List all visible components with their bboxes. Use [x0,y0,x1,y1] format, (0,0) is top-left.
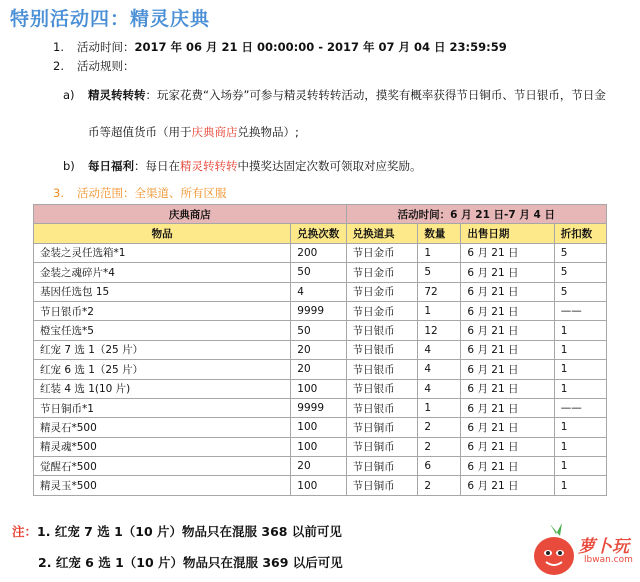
table-row [34,301,607,320]
table-cell: 6 月 21 日 [461,437,554,456]
table-row [34,360,607,379]
table-cell: 12 [418,321,461,340]
table-cell: 6 月 21 日 [461,340,554,359]
table-cell: 6 月 21 日 [461,418,554,437]
table-cell: 6 月 21 日 [461,379,554,398]
table-cell: 1 [554,321,606,340]
rule-a-line1: a) 精灵转转转：玩家花费“入场券”可参与精灵转转转活动，摸奖有概率获得节日铜币、节日银币，节日金 [63,88,606,102]
table-cell: 节日金币 [346,282,418,301]
table-cell: 100 [291,437,346,456]
table-cell: —— [554,398,606,417]
table-cell: 4 [418,379,461,398]
table-cell: 20 [291,340,346,359]
table-cell: 4 [291,282,346,301]
table-cell: 精灵石*500 [34,418,291,437]
table-cell: 节日铜币 [346,476,418,495]
table-cell: 5 [418,263,461,282]
period-cell: 活动时间：6 月 21 日-7 月 4 日 [346,205,606,224]
table-cell: 1 [554,476,606,495]
table-cell: 红宠 7 选 1（25 片） [34,340,291,359]
table-row [34,398,607,417]
table-cell: 1 [554,379,606,398]
table-cell: 节日铜币 [346,457,418,476]
table-cell: 1 [554,340,606,359]
table-cell: 6 月 21 日 [461,282,554,301]
table-cell: 6 月 21 日 [461,263,554,282]
table-cell: 4 [418,340,461,359]
col-header: 兑换道具 [346,224,418,243]
table-row [34,243,607,262]
table-cell: 6 月 21 日 [461,457,554,476]
page-title: 特别活动四：精灵庆典 [10,8,211,30]
item-activity-time: 1. 活动时间：2017 年 06 月 21 日 00:00:00 - 2017 年 07 月 04 日 23:59:59 [53,40,507,54]
table-cell: 20 [291,360,346,379]
table-cell: 5 [554,263,606,282]
table-cell: 节日银币 [346,379,418,398]
item-activity-rules: 2. 活动规则： [53,59,135,73]
col-header: 兑换次数 [291,224,346,243]
table-cell: 红装 4 选 1(10 片) [34,379,291,398]
table-row [34,263,607,282]
col-header: 数量 [418,224,461,243]
shop-name-cell: 庆典商店 [34,205,347,224]
table-column-headers [34,224,607,243]
table-cell: 200 [291,243,346,262]
table-cell: 50 [291,263,346,282]
table-row [34,282,607,301]
table-cell: 6 月 21 日 [461,301,554,320]
table-cell: 100 [291,476,346,495]
rule-a-line2: 币等超值货币（用于庆典商店兑换物品）; [88,125,299,139]
table-cell: 节日铜币*1 [34,398,291,417]
table-cell: 橙宝任选*5 [34,321,291,340]
table-cell: 1 [418,301,461,320]
logo-name: 萝卜玩 [578,537,629,557]
table-row [34,418,607,437]
table-cell: 6 月 21 日 [461,321,554,340]
table-cell: 9999 [291,301,346,320]
col-header: 出售日期 [461,224,554,243]
table-row [34,457,607,476]
table-cell: 精灵魂*500 [34,437,291,456]
table-cell: 金装之灵任选箱*1 [34,243,291,262]
table-cell: 50 [291,321,346,340]
table-cell: 节日银币 [346,340,418,359]
table-cell: 节日金币 [346,301,418,320]
table-cell: 5 [554,243,606,262]
note-1: 注：1. 红宠 7 选 1（10 片）物品只在混服 368 以前可见 [12,524,342,539]
table-cell: 节日金币 [346,243,418,262]
table-cell: 基因任选包 15 [34,282,291,301]
table-cell: 1 [554,457,606,476]
item-activity-scope: 3. 活动范围：全渠道、所有区服 [53,186,227,200]
table-row [34,476,607,495]
table-cell: —— [554,301,606,320]
table-cell: 6 月 21 日 [461,476,554,495]
table-cell: 72 [418,282,461,301]
table-header-top [34,205,607,224]
logo-domain: lbwan.com [584,555,633,565]
table-cell: 6 月 21 日 [461,243,554,262]
table-cell: 5 [554,282,606,301]
table-cell: 节日铜币 [346,418,418,437]
table-cell: 红宠 6 选 1（25 片） [34,360,291,379]
table-cell: 1 [554,360,606,379]
table-cell: 金装之魂碎片*4 [34,263,291,282]
table-row [34,321,607,340]
table-cell: 节日银币*2 [34,301,291,320]
shop-table [33,204,607,496]
table-cell: 1 [554,418,606,437]
table-cell: 9999 [291,398,346,417]
table-row [34,340,607,359]
table-cell: 4 [418,360,461,379]
table-cell: 6 [418,457,461,476]
table-cell: 精灵玉*500 [34,476,291,495]
table-cell: 2 [418,418,461,437]
col-header: 折扣数 [554,224,606,243]
table-cell: 2 [418,437,461,456]
col-header: 物品 [34,224,291,243]
table-cell: 6 月 21 日 [461,398,554,417]
table-cell: 节日银币 [346,321,418,340]
table-cell: 100 [291,379,346,398]
table-cell: 节日铜币 [346,437,418,456]
table-row [34,437,607,456]
table-cell: 1 [418,398,461,417]
table-cell: 1 [554,437,606,456]
table-row [34,379,607,398]
table-cell: 2 [418,476,461,495]
table-cell: 6 月 21 日 [461,360,554,379]
table-cell: 节日金币 [346,263,418,282]
site-logo [528,520,638,578]
table-cell: 节日银币 [346,398,418,417]
note-2: 2. 红宠 6 选 1（10 片）物品只在混服 369 以后可见 [38,555,343,570]
table-cell: 节日银币 [346,360,418,379]
table-cell: 1 [418,243,461,262]
rule-b: b) 每日福利：每日在精灵转转转中摸奖达固定次数可领取对应奖励。 [63,159,422,173]
table-cell: 100 [291,418,346,437]
table-cell: 20 [291,457,346,476]
table-cell: 觉醒石*500 [34,457,291,476]
